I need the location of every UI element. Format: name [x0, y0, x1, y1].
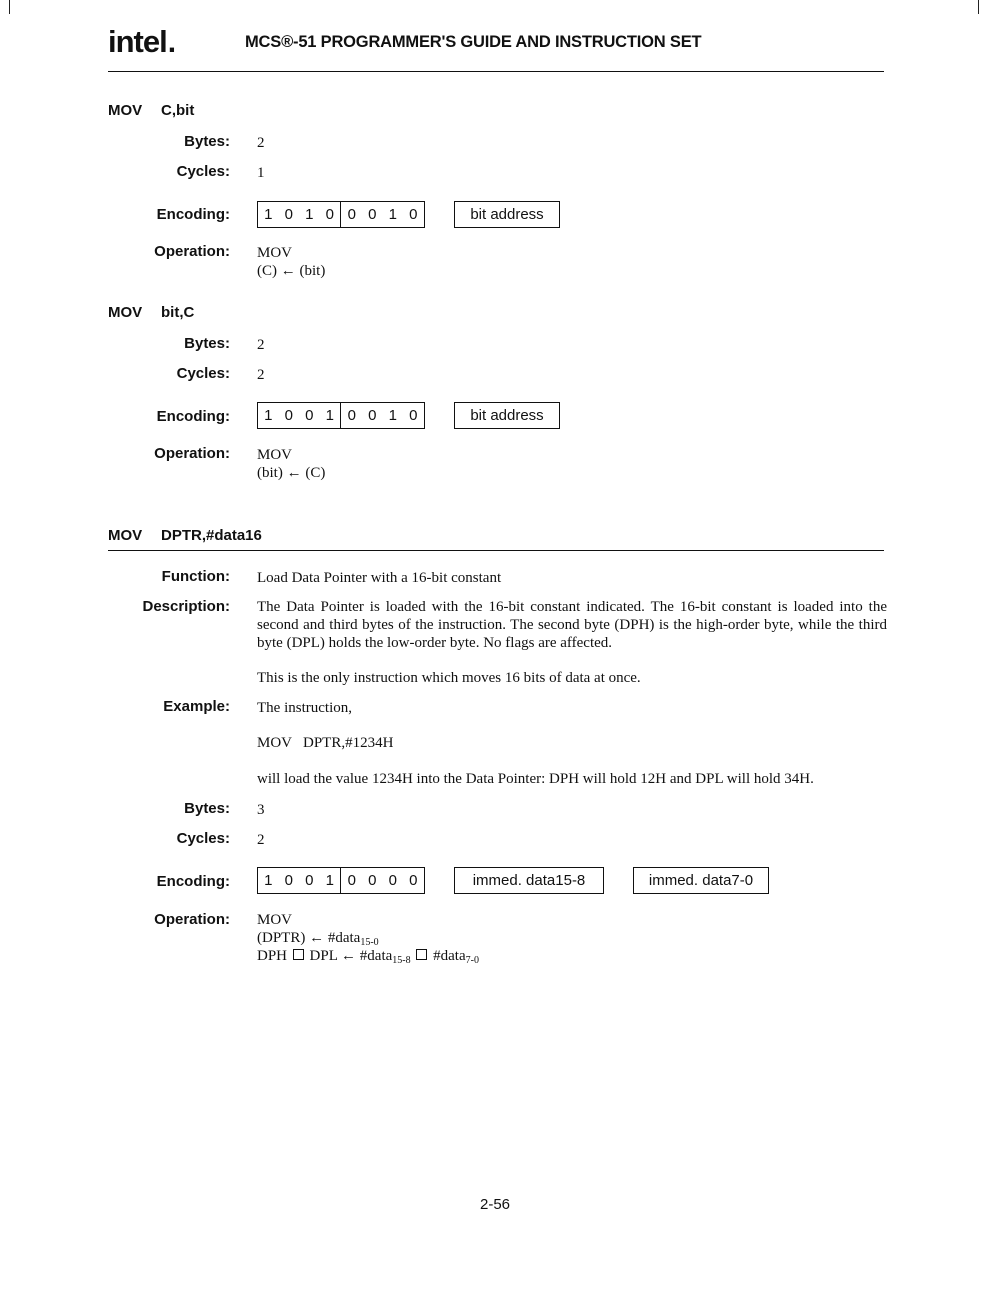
description-paragraph: The Data Pointer is loaded with the 16-bit constant indicated. The 16-bit constant is loaded into the second and third bytes of the instruction. The second byte (DPH) is the high-order byte, while the third byte (DPL) holds the low-order byte. No flags are affected.: [257, 599, 887, 651]
immediate-low-field: immed. data7-0: [633, 867, 769, 894]
operation-line: (DPTR) ← #data$_{15-0}$: [257, 930, 379, 948]
immediate-high-field: immed. data15-8: [454, 867, 604, 894]
cycles-label: Cycles:: [176, 163, 230, 180]
operands: DPTR,#data16: [161, 527, 262, 544]
header-rule: [108, 71, 884, 72]
bytes-value: 2: [257, 337, 265, 353]
bytes-label: Bytes:: [184, 335, 230, 352]
mnemonic: MOV: [108, 304, 143, 321]
instruction-heading: [108, 527, 262, 544]
example-label: Example:: [163, 698, 230, 715]
encoding-diagram: [257, 201, 560, 228]
function-text: Load Data Pointer with a 16-bit constant: [257, 570, 502, 586]
operation-label: Operation:: [154, 911, 230, 928]
operation-label: Operation:: [154, 445, 230, 462]
example-code: MOV DPTR,#1234H: [257, 735, 394, 751]
bytes-label: Bytes:: [184, 800, 230, 817]
encoding-diagram: [257, 402, 560, 429]
mnemonic: MOV: [108, 527, 143, 544]
opcode-low-nibble: 0 0 1 0: [341, 201, 425, 228]
instruction-heading: [108, 102, 194, 119]
operation-text: [257, 244, 325, 280]
mnemonic: MOV: [108, 102, 143, 119]
operation-line: MOV: [257, 447, 293, 463]
opcode-high-nibble: 1 0 1 0: [257, 201, 341, 228]
opcode-high-nibble: 1 0 0 1: [257, 402, 341, 429]
encoding-label: Encoding:: [156, 206, 230, 223]
operands: C,bit: [161, 102, 195, 119]
function-label: Function:: [161, 568, 230, 585]
operation-label: Operation:: [154, 243, 230, 260]
opcode-low-nibble: 0 0 1 0: [341, 402, 425, 429]
and-symbol: [293, 949, 304, 960]
bit-address-field: bit address: [454, 201, 560, 228]
cycles-value: 1: [257, 165, 265, 181]
opcode-low-nibble: 0 0 0 0: [341, 867, 425, 894]
cycles-value: 2: [257, 832, 265, 848]
left-edge-mark: [9, 0, 10, 14]
instruction-heading: [108, 304, 194, 321]
page-number: 2-56: [480, 1196, 511, 1213]
operation-line: MOV: [257, 245, 293, 261]
bytes-label: Bytes:: [184, 133, 230, 150]
operation-line: MOV: [257, 912, 293, 928]
cycles-label: Cycles:: [176, 830, 230, 847]
operation-line: (C) ← (bit): [257, 263, 326, 279]
operation-line: (bit) ← (C): [257, 465, 326, 481]
description-paragraph: This is the only instruction which moves 16 bits of data at once.: [257, 670, 641, 686]
description-label: Description:: [142, 598, 230, 615]
encoding-diagram: [257, 867, 769, 894]
example-result: will load the value 1234H into the Data Pointer: DPH will hold 12H and DPL will hold 34H.: [257, 771, 814, 787]
opcode-high-nibble: 1 0 0 1: [257, 867, 341, 894]
encoding-label: Encoding:: [156, 873, 230, 890]
cycles-label: Cycles:: [176, 365, 230, 382]
section-rule: [108, 550, 884, 551]
bytes-value: 2: [257, 135, 265, 151]
operation-text: [257, 911, 479, 965]
bytes-value: 3: [257, 802, 265, 818]
operands: bit,C: [161, 304, 195, 321]
intel-logo: intel.: [108, 24, 176, 59]
cycles-value: 2: [257, 367, 265, 383]
page-header-title: MCS®-51 PROGRAMMER'S GUIDE AND INSTRUCTION SET: [245, 33, 702, 51]
operation-text: [257, 446, 325, 482]
right-edge-mark: [978, 0, 979, 14]
bit-address-field: bit address: [454, 402, 560, 429]
encoding-label: Encoding:: [156, 408, 230, 425]
example-intro: The instruction,: [257, 700, 352, 716]
and-symbol: [416, 949, 427, 960]
operation-line: DPH DPL ← #data$_{15-8}$ #data$_{7-0}$: [257, 948, 479, 966]
